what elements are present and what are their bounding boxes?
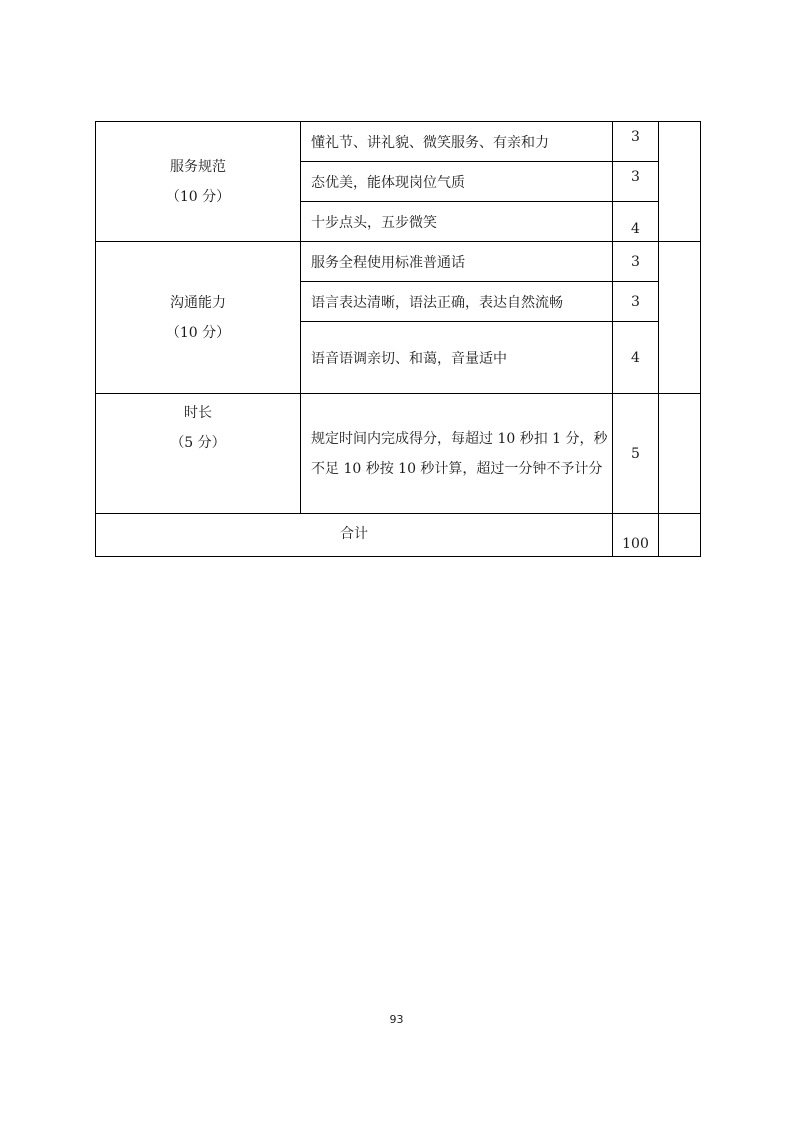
actual-score-cell [659, 242, 701, 394]
actual-score-cell [659, 122, 701, 242]
actual-score-cell [659, 514, 701, 557]
criterion-score: 3 [613, 282, 659, 322]
criterion-text: 规定时间内完成得分，每超过 10 秒扣 1 分，秒不足 10 秒按 10 秒计算，超过一分钟不予计分 [301, 394, 613, 514]
category-cell [96, 122, 301, 242]
criterion-score: 5 [613, 394, 659, 514]
table-row [96, 122, 701, 162]
criterion-score: 3 [613, 242, 659, 282]
criterion-score: 3 [613, 162, 659, 202]
criterion-text: 语言表达清晰，语法正确，表达自然流畅 [301, 282, 613, 322]
category-points: （10 分） [165, 188, 231, 205]
category-points: （10 分） [165, 324, 231, 341]
table-row [96, 394, 701, 514]
category-points: （5 分） [170, 435, 226, 451]
criterion-score: 4 [613, 202, 659, 242]
criterion-text: 语音语调亲切、和蔼，音量适中 [301, 322, 613, 394]
scoring-table [95, 121, 701, 557]
criterion-text: 服务全程使用标准普通话 [301, 242, 613, 282]
table-row [96, 242, 701, 282]
total-row [96, 514, 701, 557]
category-cell [96, 242, 301, 394]
criterion-text: 十步点头，五步微笑 [301, 202, 613, 242]
criterion-text: 态优美，能体现岗位气质 [301, 162, 613, 202]
category-name: 时长 [184, 405, 212, 421]
total-label: 合计 [96, 514, 613, 557]
criterion-score: 3 [613, 122, 659, 162]
category-cell [96, 394, 301, 514]
category-name: 服务规范 [170, 158, 226, 175]
category-name: 沟通能力 [170, 294, 226, 311]
page-number: 93 [389, 1013, 404, 1026]
total-score: 100 [613, 514, 659, 557]
criterion-score: 4 [613, 322, 659, 394]
actual-score-cell [659, 394, 701, 514]
criterion-text: 懂礼节、讲礼貌、微笑服务、有亲和力 [301, 122, 613, 162]
